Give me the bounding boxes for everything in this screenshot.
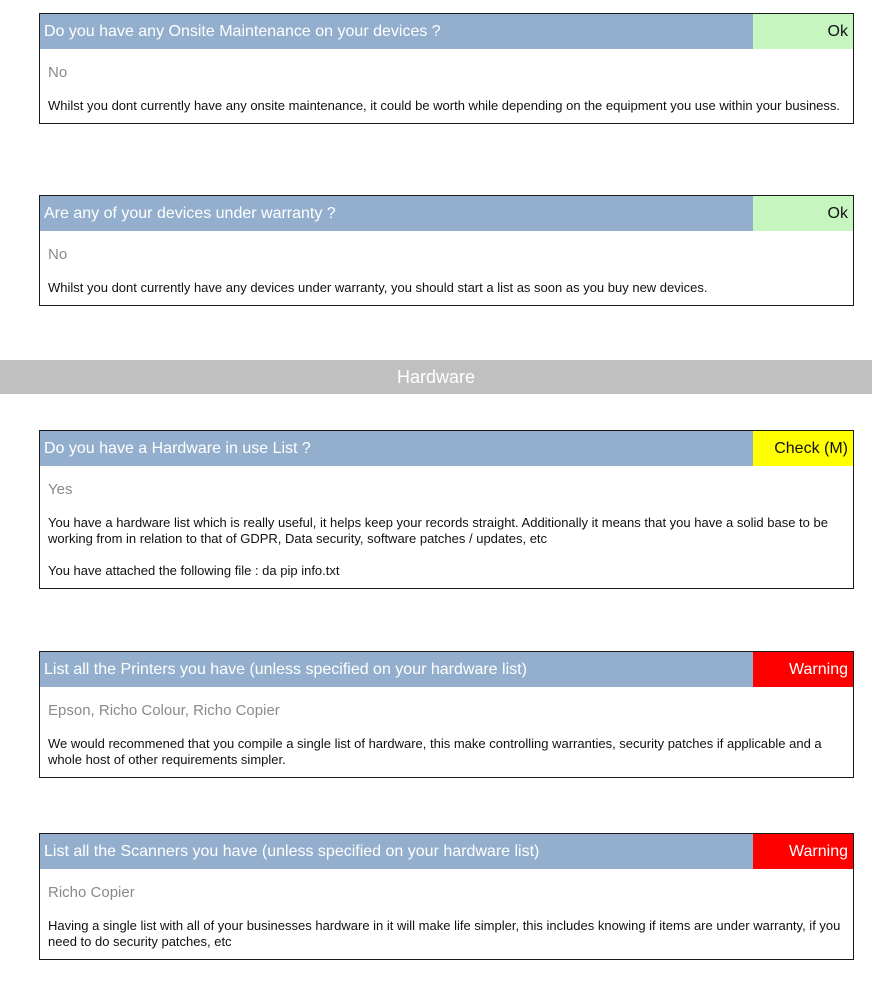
status-badge-ok: Ok [753, 196, 853, 231]
status-badge-check: Check (M) [753, 431, 853, 466]
question-card-hardware-list [39, 430, 854, 589]
comment-text: You have a hardware list which is really useful, it helps keep your records straight. Additionally it means that you have a solid base to be working from in relation to that of GDPR, Data security, software patches / updates, etc [48, 515, 828, 546]
question-text: Do you have a Hardware in use List ? [44, 440, 311, 457]
attachment-text: You have attached the following file : da pip info.txt [48, 563, 340, 578]
status-badge-ok: Ok [753, 14, 853, 49]
comment-text: Having a single list with all of your businesses hardware in it will make life simpler, this includes knowing if items are under warranty, if you need to do security patches, etc [48, 918, 841, 949]
comment-text: Whilst you dont currently have any onsite maintenance, it could be worth while depending on the equipment you use within your business. [48, 98, 841, 113]
question-card-warranty [39, 195, 854, 306]
answer-text: Yes [48, 481, 73, 498]
question-card-scanners [39, 833, 854, 960]
question-header [40, 14, 853, 49]
comment-text: We would recommened that you compile a single list of hardware, this make controlling warranties, security patches if applicable and a whole host of other requirements simpler. [48, 736, 822, 767]
answer-text: Epson, Richo Colour, Richo Copier [48, 702, 280, 719]
question-text: Are any of your devices under warranty ? [44, 205, 336, 222]
question-card-onsite-maintenance [39, 13, 854, 124]
section-title-hardware: Hardware [0, 360, 872, 394]
question-header [40, 834, 853, 869]
question-header [40, 196, 853, 231]
status-badge-warning: Warning [753, 834, 853, 869]
answer-text: No [48, 64, 68, 81]
answer-text: No [48, 246, 68, 263]
answer-text: Richo Copier [48, 884, 135, 901]
question-text: List all the Scanners you have (unless specified on your hardware list) [44, 843, 540, 860]
question-text: Do you have any Onsite Maintenance on your devices ? [44, 23, 441, 40]
question-card-printers [39, 651, 854, 778]
status-badge-warning: Warning [753, 652, 853, 687]
question-header [40, 431, 853, 466]
question-header [40, 652, 853, 687]
question-text: List all the Printers you have (unless specified on your hardware list) [44, 661, 527, 678]
comment-text: Whilst you dont currently have any devices under warranty, you should start a list as soon as you buy new devices. [48, 280, 708, 295]
